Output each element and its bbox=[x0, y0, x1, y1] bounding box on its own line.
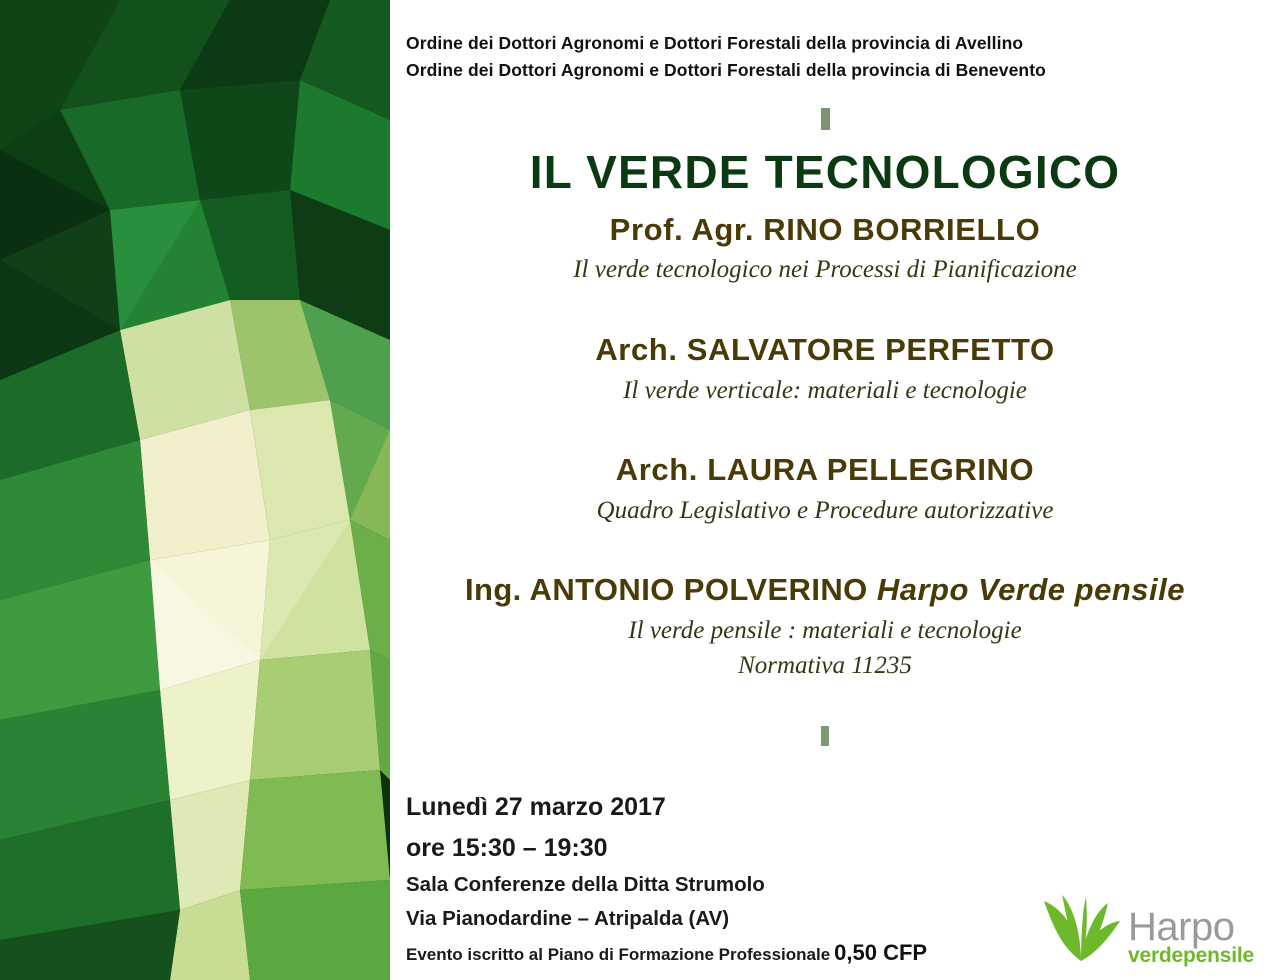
organizers bbox=[404, 30, 1246, 84]
page-title: IL VERDE TECNOLOGICO bbox=[529, 146, 1121, 199]
low-poly-graphic bbox=[0, 0, 390, 980]
speaker-entry-1 bbox=[404, 211, 1246, 287]
cfp-label: Evento iscritto al Piano di Formazione Professionale bbox=[406, 945, 831, 965]
speaker-topic-4-norm: Normativa 11235 bbox=[738, 651, 912, 679]
speaker-topic-4: Il verde pensile : materiali e tecnologie bbox=[628, 617, 1022, 645]
speaker-name-4-text: Ing. ANTONIO POLVERINO bbox=[465, 572, 868, 608]
divider-mark-bottom bbox=[821, 726, 829, 746]
speaker-entry-2 bbox=[404, 331, 1246, 407]
speaker-entry-3 bbox=[404, 451, 1246, 527]
speaker-brand-4: Harpo Verde pensile bbox=[876, 572, 1185, 608]
logo-text bbox=[1128, 907, 1254, 966]
event-venue-name: Sala Conferenze della Ditta Strumolo bbox=[406, 872, 765, 896]
event-venue-address: Via Pianodardine – Atripalda (AV) bbox=[406, 906, 730, 930]
harpo-logo bbox=[1042, 895, 1254, 966]
event-cfp bbox=[406, 939, 1046, 968]
event-details bbox=[406, 791, 1046, 968]
speaker-name-1: Prof. Agr. RINO BORRIELLO bbox=[609, 211, 1041, 247]
cfp-value: 0,50 CFP bbox=[834, 940, 928, 966]
leaf-icon bbox=[1042, 895, 1120, 966]
poster-content bbox=[390, 0, 1280, 980]
speaker-entry-4 bbox=[404, 571, 1246, 682]
event-time: ore 15:30 – 19:30 bbox=[406, 833, 608, 862]
divider-mark-top bbox=[821, 108, 830, 130]
organizer-line-avellino: Ordine dei Dottori Agronomi e Dottori Forestali della provincia di Avellino bbox=[406, 33, 1024, 53]
leaf-icon-svg bbox=[1042, 895, 1120, 961]
logo-name: Harpo bbox=[1128, 905, 1235, 949]
speaker-name-3: Arch. LAURA PELLEGRINO bbox=[615, 452, 1035, 488]
event-date: Lunedì 27 marzo 2017 bbox=[406, 793, 666, 822]
speaker-topic-3: Quadro Legislativo e Procedure autorizzative bbox=[596, 496, 1054, 524]
decorative-artwork-panel bbox=[0, 0, 390, 980]
speaker-name-2: Arch. SALVATORE PERFETTO bbox=[595, 331, 1055, 367]
speaker-topic-1: Il verde tecnologico nei Processi di Pianificazione bbox=[573, 256, 1077, 284]
logo-subtitle: verdepensile bbox=[1128, 944, 1254, 967]
speaker-topic-2: Il verde verticale: materiali e tecnologie bbox=[623, 376, 1027, 404]
speaker-name-4 bbox=[404, 571, 1246, 610]
organizer-line-benevento: Ordine dei Dottori Agronomi e Dottori Forestali della provincia di Benevento bbox=[406, 60, 1046, 81]
